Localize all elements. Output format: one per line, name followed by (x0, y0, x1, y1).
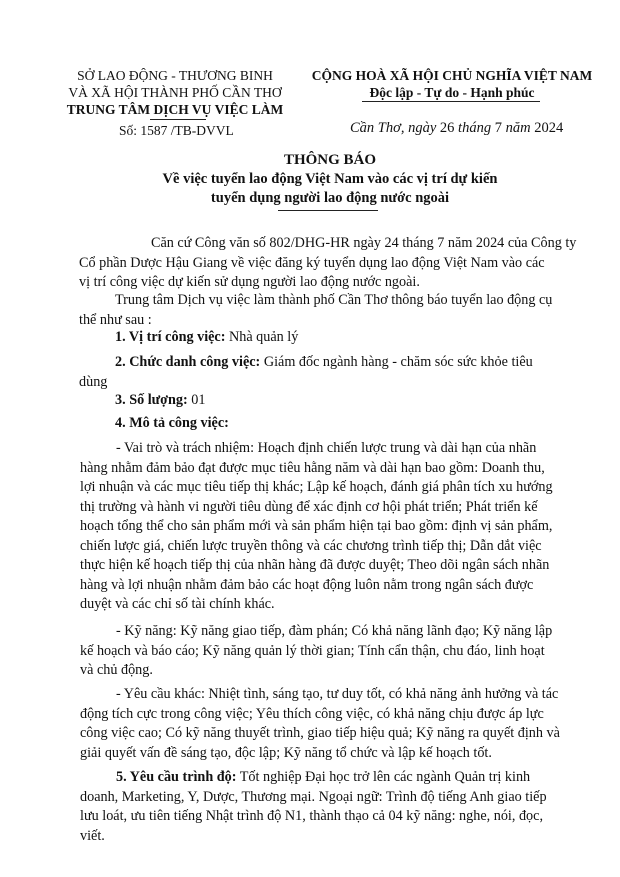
role-line: hoạch tổng thể cho sản phẩm mới và sản phẩm hiện tại bao gồm: định vị sản phẩm, (80, 518, 553, 534)
document-date (350, 120, 563, 137)
section-3-value: 01 (187, 392, 206, 408)
document-number: Số: 1587 /TB-DVVL (119, 123, 234, 138)
skills-paragraph (80, 622, 593, 681)
section-5-line: lưu loát, ưu tiên tiếng Nhật trình độ N1, thành thạo cả 04 kỹ năng: nghe, nói, đọc, (80, 808, 543, 824)
section-5-label: 5. Yêu cầu trình độ: (116, 769, 237, 785)
role-line: lợi nhuận và các mục tiêu tiếp thị khác; Lập kế hoạch, đánh giá phân tích xu hướng (80, 479, 553, 495)
role-line: thị trường và hành vi người tiêu dùng để xác định cơ hội phát triển; Phát triển kế (80, 498, 538, 515)
date-prefix: Cần Thơ, ngày (350, 120, 437, 136)
section-5-line: viết. (80, 827, 105, 844)
notice-heading: THÔNG BÁO (283, 152, 377, 168)
date-day: 26 (439, 120, 455, 136)
agency-underline (150, 119, 206, 120)
other-requirements-paragraph (80, 685, 593, 763)
section-2-value: Giám đốc ngành hàng - chăm sóc sức khỏe tiêu (260, 354, 533, 370)
section-5-value: Tốt nghiệp Đại học trở lên các ngành Quản trị kinh (236, 769, 531, 785)
date-month-label: tháng (458, 120, 492, 136)
other-line: động tích cực trong công việc; Yêu thích công việc, có khả năng chịu được áp lực (80, 705, 544, 722)
other-line: công việc cao; Có kỹ năng thuyết trình, giao tiếp hiệu quả; Kỹ năng ra quyết định và (80, 725, 560, 741)
role-line: - Vai trò và trách nhiệm: Hoạch định chiến lược trung và dài hạn của nhãn (116, 440, 537, 456)
skills-line: và chủ động. (80, 662, 153, 678)
notice-title-block (80, 151, 580, 208)
section-1-label: 1. Vị trí công việc: (115, 329, 226, 345)
role-paragraph (80, 439, 593, 615)
section-5-line: doanh, Marketing, Y, Dược, Thương mại. Ngoại ngữ: Trình độ tiếng Anh giao tiếp (80, 788, 547, 805)
notice-subject-line1: Về việc tuyển lao động Việt Nam vào các vị trí dự kiến (162, 171, 498, 187)
section-5 (80, 768, 593, 846)
intro1-line: Cổ phần Dược Hậu Giang về việc đăng ký tuyển dụng lao động Việt Nam vào các (79, 254, 545, 271)
section-3-label: 3. Số lượng: (115, 392, 188, 408)
section-4-label: 4. Mô tả công việc: (115, 415, 229, 431)
role-line: hàng và lợi nhuận nhằm đảm bảo các hoạt động luôn nằm trong ngân sách được (80, 576, 534, 593)
intro-paragraph-1 (79, 234, 593, 293)
section-1-value: Nhà quản lý (225, 329, 299, 345)
skills-line: kế hoạch và báo cáo; Kỹ năng quản lý thời gian; Tính cẩn thận, chu đáo, linh hoạt (80, 642, 545, 659)
national-title: CỘNG HOÀ XÃ HỘI CHỦ NGHĨA VIỆT NAM (311, 68, 593, 83)
other-line: giải quyết vấn đề sáng tạo, độc lập; Kỹ năng tổ chức và lập kế hoạch tốt. (80, 744, 492, 761)
national-motto: Độc lập - Tự do - Hạnh phúc (369, 85, 535, 100)
notice-subject-line2: tuyển dụng người lao động nước ngoài (210, 190, 450, 206)
agency-name: TRUNG TÂM DỊCH VỤ VIỆC LÀM (66, 102, 284, 117)
agency-line2: VÀ XÃ HỘI THÀNH PHỐ CẦN THƠ (68, 85, 282, 100)
date-year-label: năm (505, 120, 531, 136)
role-line: hàng nhằm đảm bảo đạt được mục tiêu hằng năm và dài hạn bao gồm: Doanh thu, (80, 459, 545, 476)
national-title-block (302, 67, 602, 101)
role-line: thực hiện kế hoạch tiếp thị của nhãn hàng đã được duyệt; Theo dõi ngân sách nhãn (80, 557, 550, 573)
intro-paragraph-2 (79, 291, 593, 330)
motto-underline (362, 101, 540, 102)
section-2-value-cont: dùng (79, 373, 108, 390)
role-line: duyệt và các chỉ số tài chính khác. (80, 596, 275, 612)
section-3 (115, 391, 593, 411)
date-year: 2024 (534, 120, 564, 136)
section-2-label: 2. Chức danh công việc: (115, 354, 261, 370)
agency-line1: SỞ LAO ĐỘNG - THƯƠNG BINH (77, 68, 273, 83)
section-1 (115, 328, 593, 348)
intro1-line: Căn cứ Công văn số 802/DHG-HR ngày 24 tháng 7 năm 2024 của Công ty (151, 235, 577, 251)
agency-block (60, 67, 290, 118)
other-line: - Yêu cầu khác: Nhiệt tình, sáng tạo, tư duy tốt, có khả năng ảnh hưởng và tác (116, 686, 559, 702)
intro2-line: thể như sau : (79, 311, 152, 328)
section-2 (79, 353, 593, 392)
title-underline (278, 210, 378, 211)
role-line: chiến lược giá, chiến lược truyền thông và các chương trình tiếp thị; Dẫn dắt việc (80, 537, 542, 554)
section-5-first-line (80, 768, 593, 788)
intro2-line: Trung tâm Dịch vụ việc làm thành phố Cần Thơ thông báo tuyển lao động cụ (115, 292, 553, 308)
skills-line: - Kỹ năng: Kỹ năng giao tiếp, đàm phán; Có khả năng lãnh đạo; Kỹ năng lập (116, 623, 553, 639)
intro1-line: vị trí công việc dự kiến sử dụng người lao động nước ngoài. (79, 274, 420, 290)
date-month: 7 (494, 120, 502, 136)
